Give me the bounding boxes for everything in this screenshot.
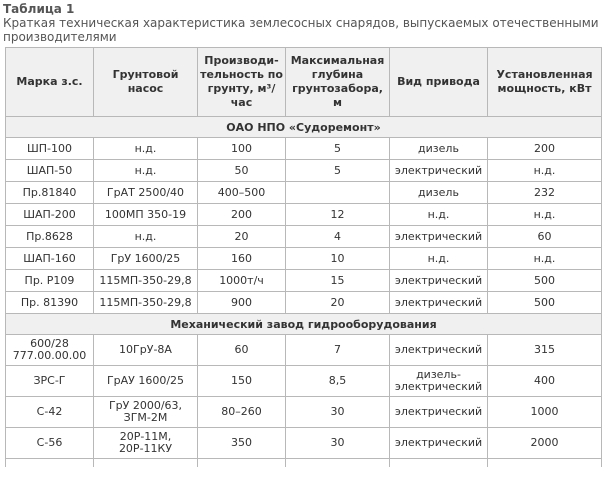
table-cell: электрический — [390, 226, 488, 248]
table-cell: ЗРС-Г — [6, 366, 94, 397]
table-cell: электрический — [390, 270, 488, 292]
table-cell: С-42 — [6, 397, 94, 428]
table-cell: 500 — [488, 270, 602, 292]
table-cell: 100 — [198, 138, 286, 160]
specs-table — [5, 47, 602, 467]
table-cell: 1000т/ч — [198, 270, 286, 292]
table-cell: н.д. — [94, 160, 198, 182]
table-cell: Пр.8628 — [6, 226, 94, 248]
table-cell: 30 — [286, 397, 390, 428]
table-row — [6, 366, 602, 397]
section-title: Механический завод гидрооборудования — [6, 314, 602, 335]
table-tail — [6, 459, 602, 468]
table-cell: 50 — [198, 160, 286, 182]
table-title: Краткая техническая характеристика землесосных снарядов, выпускаемых отечественными производителями — [3, 16, 599, 44]
table-row — [6, 428, 602, 459]
table-cell: Пр. 81390 — [6, 292, 94, 314]
empty-cell — [198, 459, 286, 468]
table-cell: н.д. — [488, 204, 602, 226]
table-cell: 400 — [488, 366, 602, 397]
table-cell: 60 — [198, 335, 286, 366]
table-cell: ГрАУ 1600/25 — [94, 366, 198, 397]
table-cell: 60 — [488, 226, 602, 248]
table-row — [6, 226, 602, 248]
table-cell: дизель — [390, 138, 488, 160]
header-row — [6, 48, 602, 117]
table-cell: н.д. — [488, 248, 602, 270]
table-cell: ГрУ 1600/25 — [94, 248, 198, 270]
table-cell: Пр.81840 — [6, 182, 94, 204]
table-cell: 115МП-350-29,8 — [94, 270, 198, 292]
table-cell: 600/28 777.00.00.00 — [6, 335, 94, 366]
empty-cell — [6, 459, 94, 468]
table-cell: н.д. — [390, 248, 488, 270]
empty-cell — [390, 459, 488, 468]
table-cell: 100МП 350-19 — [94, 204, 198, 226]
table-cell: дизель — [390, 182, 488, 204]
table-row — [6, 270, 602, 292]
table-cell: 5 — [286, 138, 390, 160]
table-cell: 20 — [198, 226, 286, 248]
table-cell: 15 — [286, 270, 390, 292]
header-cell: Вид привода — [390, 48, 488, 117]
table-row — [6, 204, 602, 226]
table-cell: ШАП-160 — [6, 248, 94, 270]
header-cell: Производи-тельность по грунту, м³/час — [198, 48, 286, 117]
empty-cell — [286, 459, 390, 468]
table-cell — [286, 182, 390, 204]
section-title: ОАО НПО «Судоремонт» — [6, 117, 602, 138]
table-cell: 7 — [286, 335, 390, 366]
caption — [0, 0, 606, 44]
table-cell: н.д. — [390, 204, 488, 226]
table-cell: ШП-100 — [6, 138, 94, 160]
table-cell: 200 — [198, 204, 286, 226]
table-cell: 2000 — [488, 428, 602, 459]
table-cell: электрический — [390, 397, 488, 428]
table-row — [6, 248, 602, 270]
empty-cell — [94, 459, 198, 468]
header-cell: Грунтовой насос — [94, 48, 198, 117]
header-cell: Максимальная глубина грунтозабора, м — [286, 48, 390, 117]
table-cell: 900 — [198, 292, 286, 314]
table-cell: ГрУ 2000/63, ЗГМ-2М — [94, 397, 198, 428]
table-cell: 315 — [488, 335, 602, 366]
table-cell: 160 — [198, 248, 286, 270]
table-cell: н.д. — [94, 138, 198, 160]
table-row — [6, 160, 602, 182]
table-row — [6, 397, 602, 428]
table-cell: ШАП-200 — [6, 204, 94, 226]
table-cell: 12 — [286, 204, 390, 226]
table-number: Таблица 1 — [3, 2, 75, 16]
table-cell: ГрАТ 2500/40 — [94, 182, 198, 204]
table-cell: 400–500 — [198, 182, 286, 204]
section-row — [6, 117, 602, 138]
table-cell: 200 — [488, 138, 602, 160]
table-cell: 30 — [286, 428, 390, 459]
table-cell: 80–260 — [198, 397, 286, 428]
table-cell: 1000 — [488, 397, 602, 428]
table-cell: 150 — [198, 366, 286, 397]
table-cell: 4 — [286, 226, 390, 248]
table-cell: электрический — [390, 428, 488, 459]
table-cell: 5 — [286, 160, 390, 182]
header-cell: Марка з.с. — [6, 48, 94, 117]
table-cell: С-56 — [6, 428, 94, 459]
section-row — [6, 314, 602, 335]
table-cell: электрический — [390, 160, 488, 182]
table-cell: 350 — [198, 428, 286, 459]
table-cell: 8,5 — [286, 366, 390, 397]
table-cell: Пр. Р109 — [6, 270, 94, 292]
table-cell: 232 — [488, 182, 602, 204]
empty-cell — [488, 459, 602, 468]
table-cell: 20 — [286, 292, 390, 314]
table-cell: электрический — [390, 335, 488, 366]
table-row — [6, 138, 602, 160]
table-cell: электрический — [390, 292, 488, 314]
table-cell: 10 — [286, 248, 390, 270]
table-cell: ШАП-50 — [6, 160, 94, 182]
header-cell: Установленная мощность, кВт — [488, 48, 602, 117]
table-row — [6, 335, 602, 366]
table-cell: дизель-электрический — [390, 366, 488, 397]
table-cell: 20Р-11М, 20Р-11КУ — [94, 428, 198, 459]
table-row — [6, 292, 602, 314]
table-cell: 10ГрУ-8А — [94, 335, 198, 366]
table-cell: н.д. — [488, 160, 602, 182]
table-cell: н.д. — [94, 226, 198, 248]
table-row — [6, 182, 602, 204]
table-cell: 500 — [488, 292, 602, 314]
table-cell: 115МП-350-29,8 — [94, 292, 198, 314]
